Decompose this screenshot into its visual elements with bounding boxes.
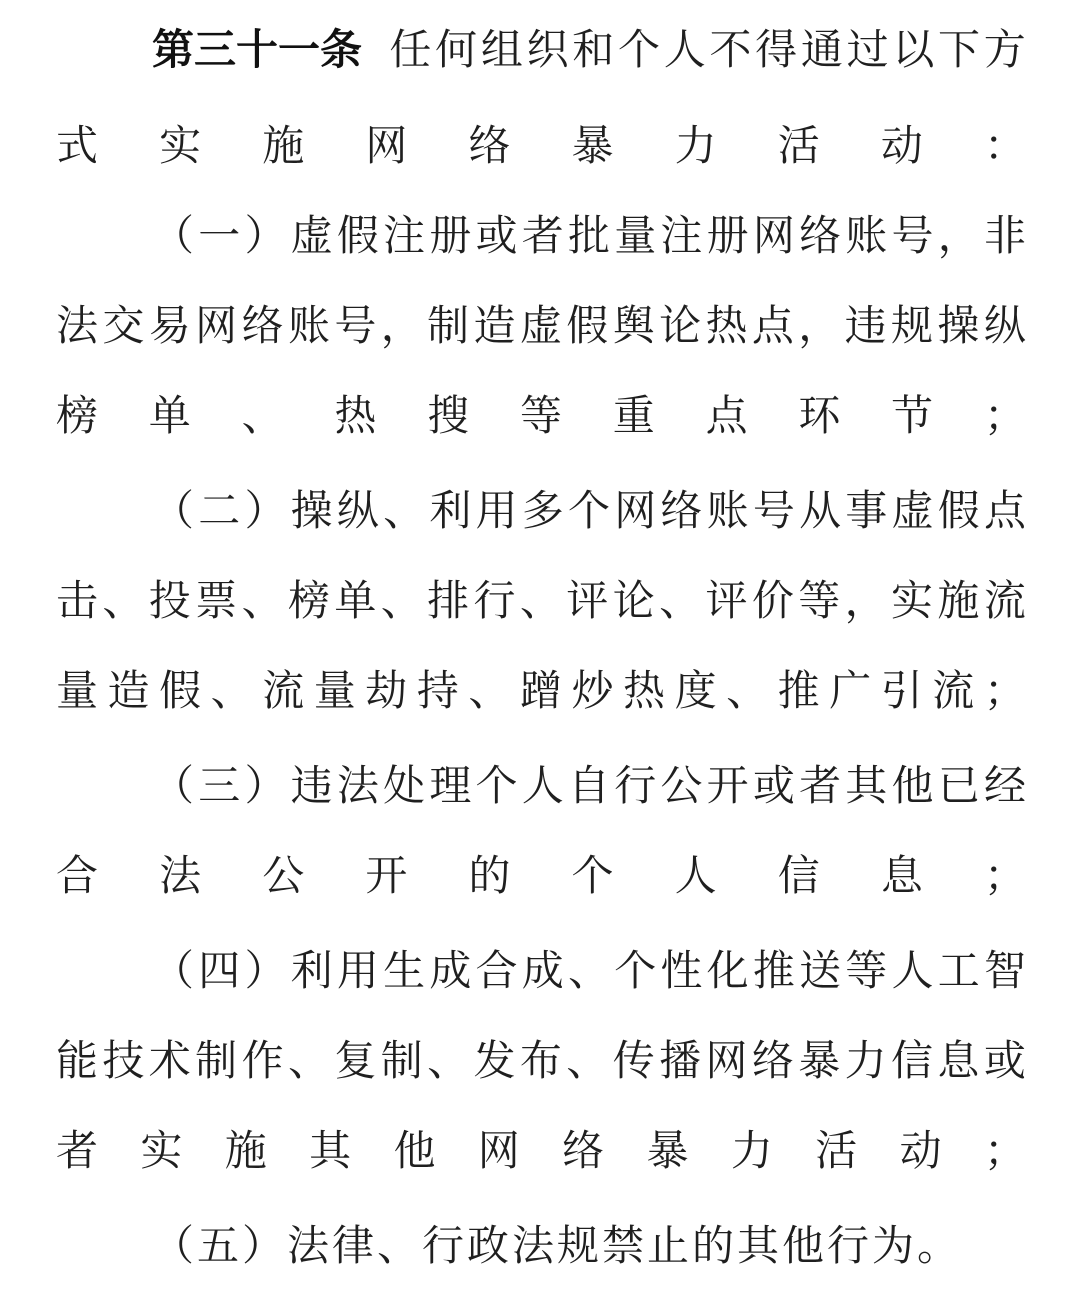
article-intro-line-2-row: 式 实 施 网 络 暴 力 活 动 ： [56,121,1026,170]
article-first-line: 第三十一条 任 何 组 织 和 个 人 不 得 通 过 以 下 方 [152,20,1026,80]
item-4-line-2-row: 能 技 术 制 作 、 复 制 、 发 布 、 传 播 网 络 暴 力 信 息 或 [56,1036,1026,1085]
item-4-line-1-row: （ 四 ） 利 用 生 成 合 成 、 个 性 化 推 送 等 人 工 智 [152,946,1026,995]
item-5-line-1-row [152,1216,1026,1276]
article-heading: 第三十一条 [152,25,363,74]
item-2-line-1-row: （ 二 ） 操 纵 、 利 用 多 个 网 络 账 号 从 事 虚 假 点 [152,486,1026,535]
item-5-line-1: （五）法律、行政法规禁止的其他行为。 [152,1221,963,1270]
item-2-line-2-row: 击 、 投 票 、 榜 单 、 排 行 、 评 论 、 评 价 等 ， 实 施 流 [56,576,1026,625]
item-3-line-2-row: 合 法 公 开 的 个 人 信 息 ； [56,851,1026,900]
item-1-line-2-row: 法 交 易 网 络 账 号 ， 制 造 虚 假 舆 论 热 点 ， 违 规 操 纵 [56,301,1026,350]
item-1-line-1-row: （ 一 ） 虚 假 注 册 或 者 批 量 注 册 网 络 账 号 ， 非 [152,211,1026,260]
item-1-line-3-row: 榜 单 、 热 搜 等 重 点 环 节 ； [56,391,1026,440]
item-2-line-3-row: 量 造 假 、 流 量 劫 持 、 蹭 炒 热 度 、 推 广 引 流 ； [56,666,1026,715]
item-3-line-1-row: （ 三 ） 违 法 处 理 个 人 自 行 公 开 或 者 其 他 已 经 [152,761,1026,810]
item-4-line-3-row: 者 实 施 其 他 网 络 暴 力 活 动 ； [56,1126,1026,1175]
